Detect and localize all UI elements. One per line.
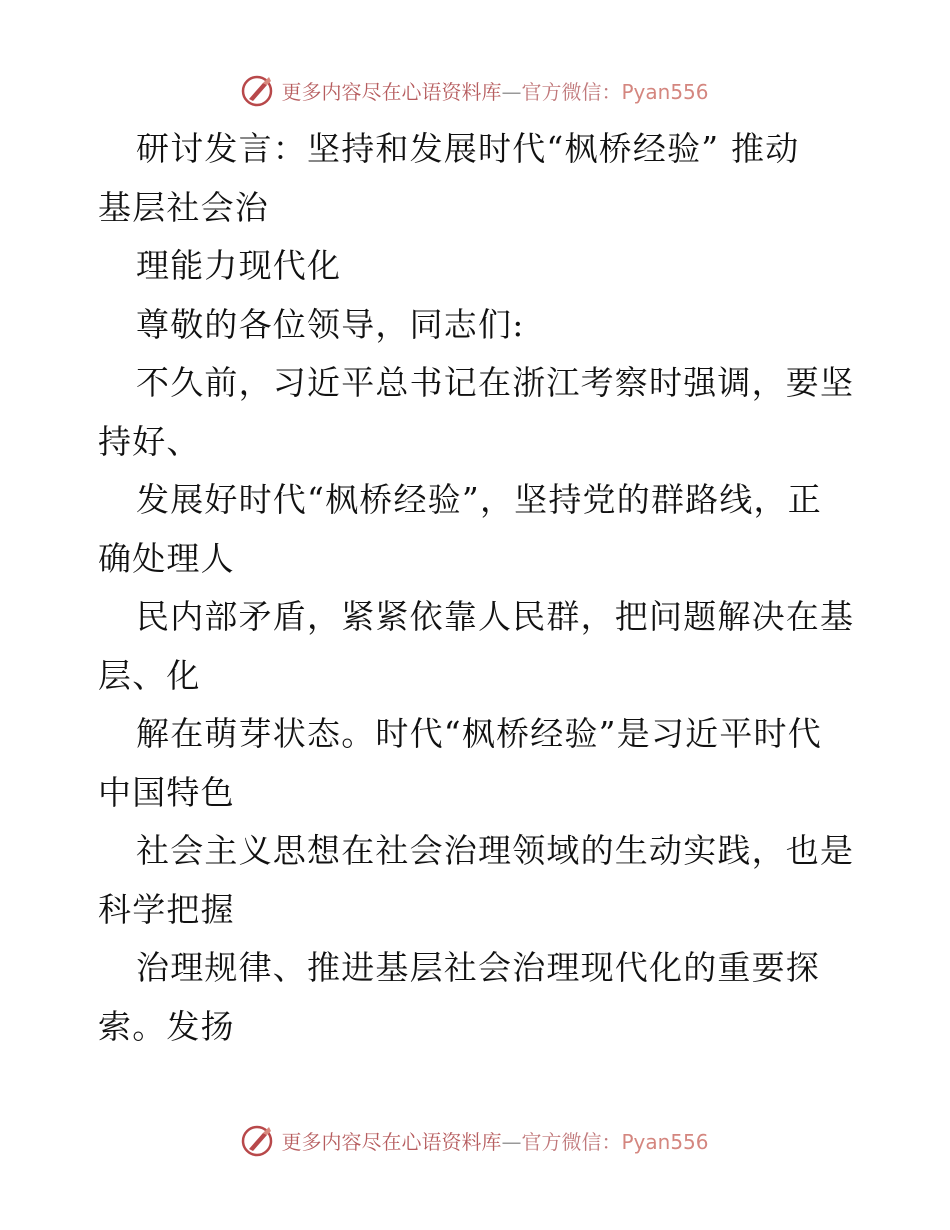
footer-watermark	[0, 1120, 950, 1160]
watermark-suffix: 官方微信：	[521, 1129, 622, 1154]
watermark-separator: —	[501, 79, 522, 104]
paragraph-line: 持好、	[98, 421, 201, 461]
paragraph-line: 民内部矛盾，紧紧依靠人民群，把问题解决在基	[136, 597, 855, 636]
watermark-suffix: 官方微信：	[521, 79, 622, 104]
paragraph-line: 社会主义思想在社会治理领域的生动实践，也是	[136, 831, 855, 870]
paragraph-line: 不久前，习近平总书记在浙江考察时强调，要坚	[136, 363, 855, 402]
pen-logo-icon	[241, 73, 275, 107]
watermark-text	[281, 1126, 708, 1155]
watermark-brand: 更多内容尽在心语资料库	[281, 79, 502, 104]
paragraph-line: 中国特色	[98, 772, 235, 812]
paragraph-line: 确处理人	[98, 538, 235, 578]
paragraph-line: 层、化	[98, 655, 201, 695]
watermark-brand: 更多内容尽在心语资料库	[281, 1129, 502, 1154]
title-line-2: 基层社会治	[98, 187, 269, 227]
salutation: 尊敬的各位领导，同志们:	[136, 304, 525, 344]
watermark-id: Pyan556	[621, 1129, 709, 1154]
paragraph-line: 解在萌芽状态。时代“枫桥经验”是习近平时代	[136, 714, 822, 753]
paragraph-line: 发展好时代“枫桥经验”，坚持党的群路线，正	[136, 480, 822, 519]
watermark-separator: —	[501, 1129, 522, 1154]
document-body	[98, 120, 858, 1056]
watermark-id: Pyan556	[621, 79, 709, 104]
title-line-1: 研讨发言：坚持和发展时代“枫桥经验” 推动	[136, 129, 800, 168]
pen-logo-icon	[241, 1123, 275, 1157]
title-line-3: 理能力现代化	[136, 246, 342, 285]
paragraph-line: 索。发扬	[98, 1006, 235, 1046]
watermark-text	[281, 76, 708, 105]
paragraph-line: 科学把握	[98, 889, 235, 929]
header-watermark	[0, 70, 950, 110]
paragraph-line: 治理规律、推进基层社会治理现代化的重要探	[136, 948, 820, 987]
